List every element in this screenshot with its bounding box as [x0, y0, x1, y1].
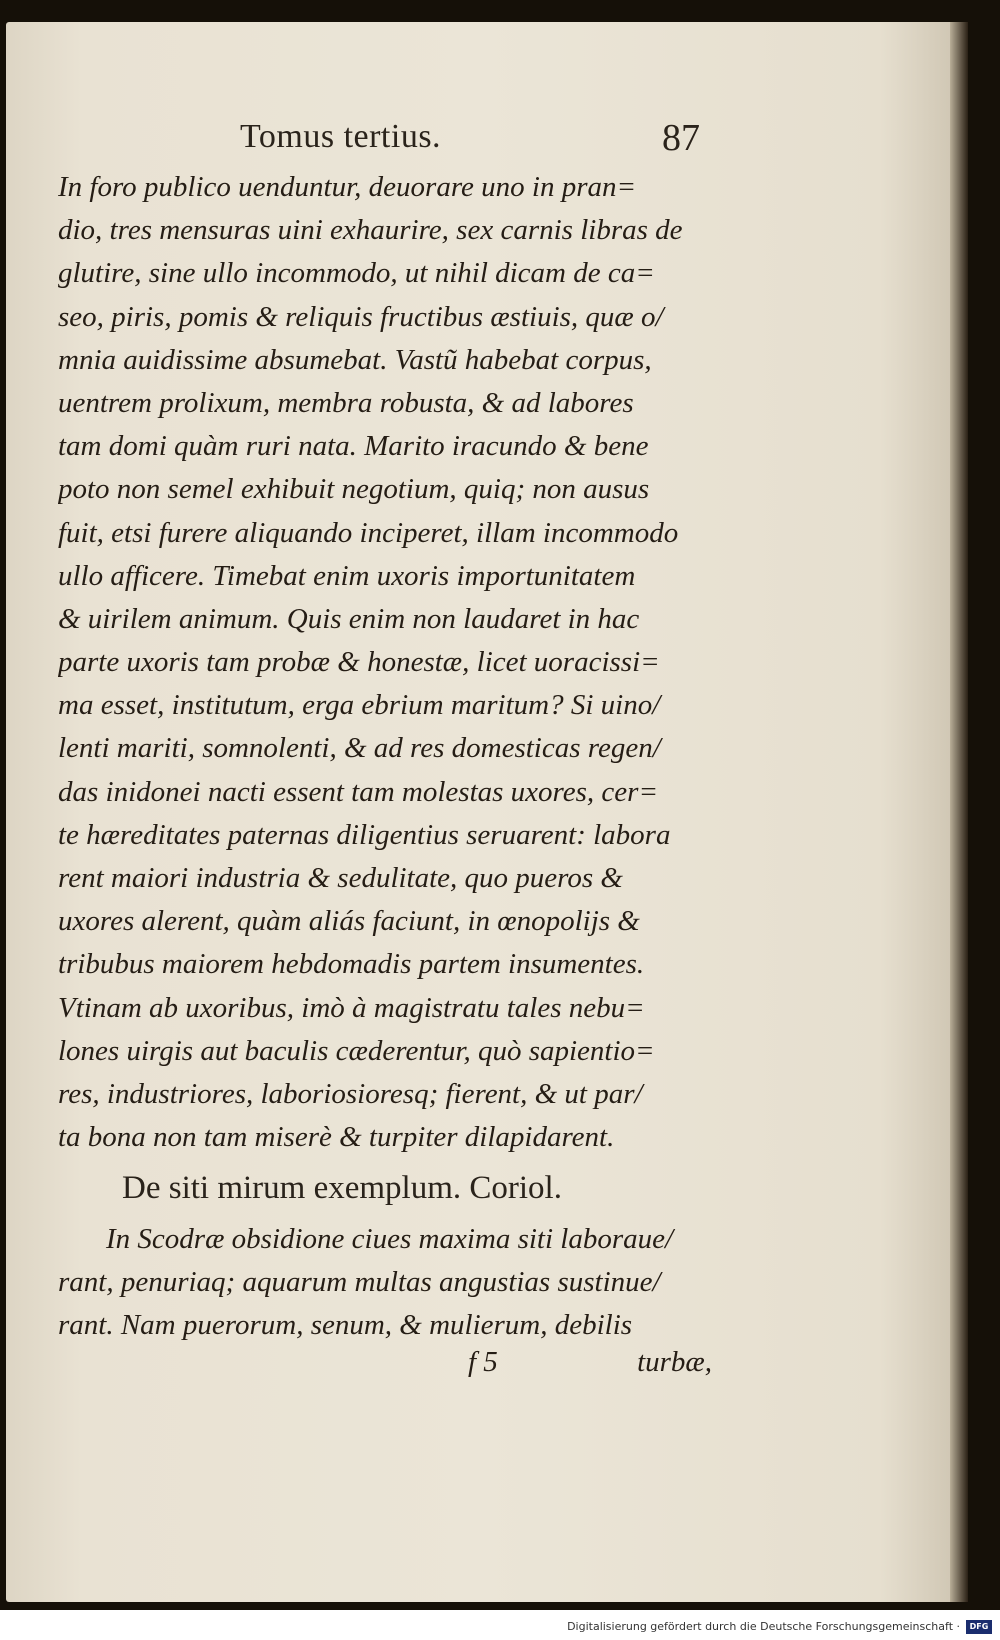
text-line: tribubus maiorem hebdomadis partem insumentes.	[58, 948, 645, 981]
text-line: uxores alerent, quàm aliás faciunt, in œnopolijs &	[58, 905, 640, 938]
text-line: ma esset, institutum, erga ebrium maritum? Si uino/	[58, 689, 661, 722]
text-line: rant, penuriaq; aquarum multas angustias sustinue/	[58, 1266, 661, 1299]
credit-bar	[0, 1610, 1000, 1640]
digitization-credit: Digitalisierung gefördert durch die Deutsche Forschungsgemeinschaft ·	[567, 1620, 960, 1633]
text-line: In foro publico uenduntur, deuorare uno in pran=	[58, 171, 637, 203]
text-line: te hæreditates paternas diligentius seruarent: labora	[58, 818, 671, 851]
text-line: glutire, sine ullo incommodo, ut nihil dicam de ca=	[58, 257, 655, 290]
page-edge-shadow	[950, 22, 968, 1602]
text-line: mnia auidissime absumebat. Vastũ habebat corpus,	[58, 343, 652, 376]
text-line: tam domi quàm ruri nata. Marito iracundo & bene	[58, 430, 649, 463]
section-heading: De siti mirum exemplum. Coriol.	[122, 1170, 562, 1206]
text-line: res, industriores, laboriosioresq; fierent, & ut par/	[58, 1077, 643, 1110]
text-line: ullo afficere. Timebat enim uxoris importunitatem	[58, 559, 636, 592]
text-line: parte uxoris tam probæ & honestæ, licet uoracissi=	[58, 646, 660, 679]
dfg-logo-icon: DFG	[966, 1620, 992, 1634]
signature-mark: f 5	[468, 1346, 498, 1378]
paragraph-2	[58, 1218, 712, 1348]
text-line: rant. Nam puerorum, senum, & mulierum, debilis	[58, 1309, 633, 1342]
text-line: poto non semel exhibuit negotium, quiq; non ausus	[58, 473, 650, 506]
text-line: lones uirgis aut baculis cæderentur, quò sapientio=	[58, 1034, 655, 1067]
page-header	[240, 118, 700, 160]
page-footer	[58, 1346, 712, 1390]
paragraph-1	[58, 166, 712, 1159]
page-number: 87	[662, 117, 700, 159]
text-line: & uirilem animum. Quis enim non laudaret in hac	[58, 602, 640, 635]
text-line: fuit, etsi furere aliquando inciperet, illam incommodo	[58, 516, 679, 549]
text-line: dio, tres mensuras uini exhaurire, sex carnis libras de	[58, 214, 683, 247]
text-line: In Scodræ obsidione ciues maxima siti laboraue/	[106, 1223, 674, 1255]
text-line: rent maiori industria & sedulitate, quo pueros &	[58, 862, 623, 894]
catchword: turbæ,	[637, 1346, 712, 1378]
running-title: Tomus tertius.	[240, 118, 442, 155]
text-line: das inidonei nacti essent tam molestas uxores, cer=	[58, 775, 659, 808]
text-line: lenti mariti, somnolenti, & ad res domesticas regen/	[58, 732, 661, 765]
text-line: seo, piris, pomis & reliquis fructibus æstiuis, quæ o/	[58, 300, 664, 333]
text-line: ta bona non tam miserè & turpiter dilapidarent.	[58, 1121, 615, 1154]
text-line: Vtinam ab uxoribus, imò à magistratu tales nebu=	[58, 991, 645, 1024]
text-line: uentrem prolixum, membra robusta, & ad labores	[58, 386, 634, 419]
